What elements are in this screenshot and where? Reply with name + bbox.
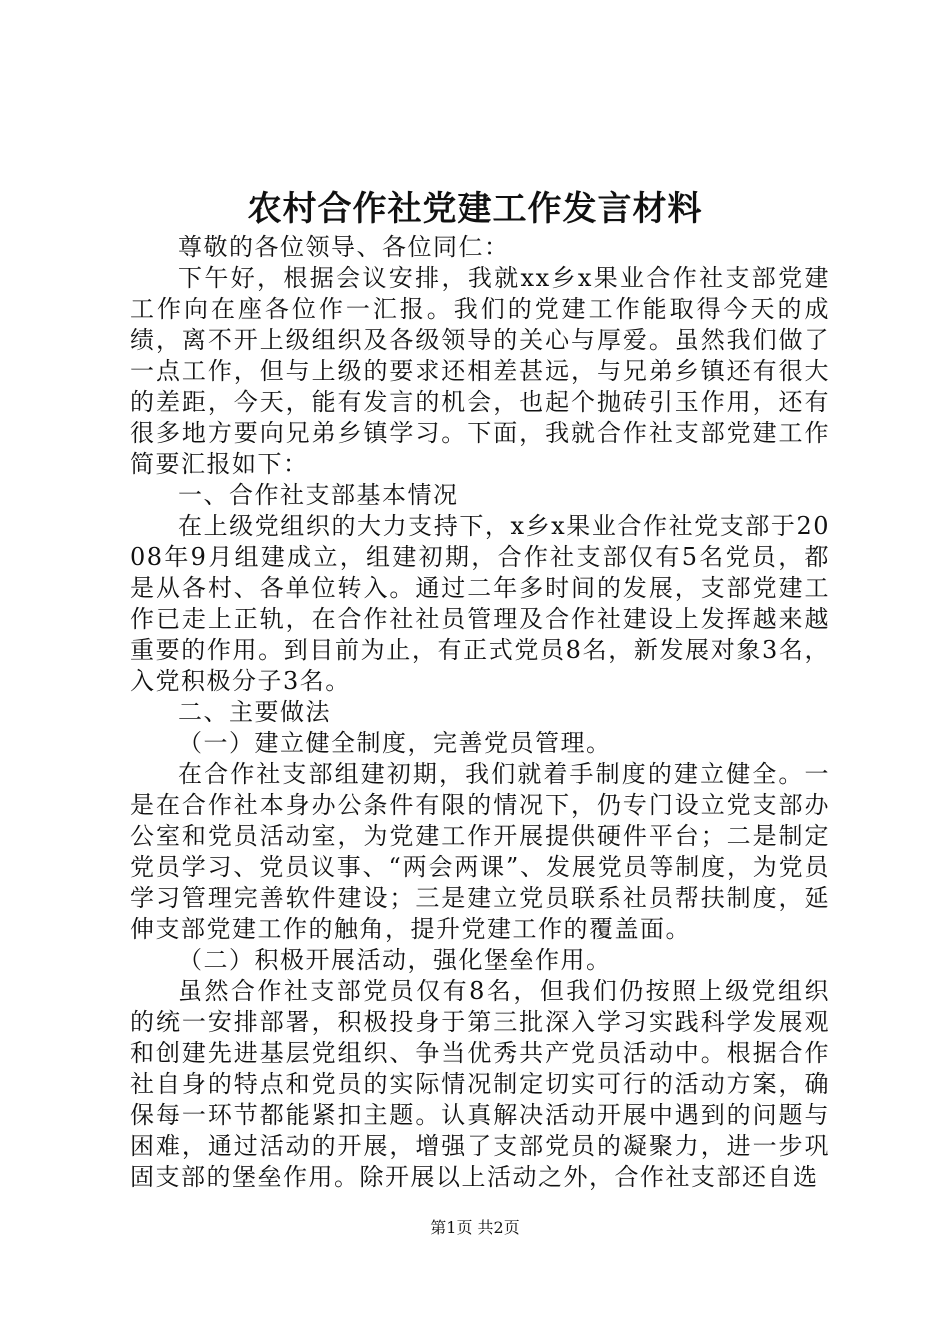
page-number: 第1页 共2页 <box>430 1218 520 1237</box>
section-heading-2: 二、主要做法 <box>178 698 331 726</box>
paragraph-activities: 虽然合作社支部党员仅有8名，但我们仍按照上级党组织的统一安排部署，积极投身于第三批深入学习实践科学发展观和创建先进基层党组织、争当优秀共产党员活动中。根据合作社自身的特点和党员的实际情况制定切实可行的活动方案，确保每一环节都能紧扣主题。认真解决活动开展中遇到的问题与困难，通过活动的开展，增强了支部党员的凝聚力，进一步巩固支部的堡垒作用。除开展以上活动之外，合作社支部还自选 <box>130 977 830 1191</box>
subsection-heading-2: （二）积极开展活动，强化堡垒作用。 <box>178 946 612 974</box>
subsection-heading-1: （一）建立健全制度，完善党员管理。 <box>178 729 612 757</box>
document-body <box>130 232 830 1193</box>
salutation: 尊敬的各位领导、各位同仁： <box>178 233 510 261</box>
paragraph-basic-info: 在上级党组织的大力支持下，x乡x果业合作社党支部于2008年9月组建成立，组建初期，合作社支部仅有5名党员，都是从各村、各单位转入。通过二年多时间的发展，支部党建工作已走上正轨，在合作社社员管理及合作社建设上发挥越来越重要的作用。到目前为止，有正式党员8名，新发展对象3名，入党积极分子3名。 <box>130 512 830 695</box>
section-heading-1: 一、合作社支部基本情况 <box>178 481 459 509</box>
paragraph-system: 在合作社支部组建初期，我们就着手制度的建立健全。一是在合作社本身办公条件有限的情况下，仍专门设立党支部办公室和党员活动室，为党建工作开展提供硬件平台；二是制定党员学习、党员议事、“两会两课”、发展党员等制度，为党员学习管理完善软件建设；三是建立党员联系社员帮扶制度，延伸支部党建工作的触角，提升党建工作的覆盖面。 <box>130 760 830 943</box>
paragraph-intro: 下午好，根据会议安排，我就xx乡x果业合作社支部党建工作向在座各位作一汇报。我们的党建工作能取得今天的成绩，离不开上级组织及各级领导的关心与厚爱。虽然我们做了一点工作，但与上级的要求还相差甚远，与兄弟乡镇还有很大的差距，今天，能有发言的机会，也起个抛砖引玉作用，还有很多地方要向兄弟乡镇学习。下面，我就合作社支部党建工作简要汇报如下： <box>130 264 830 478</box>
document-title: 农村合作社党建工作发言材料 <box>247 189 703 229</box>
